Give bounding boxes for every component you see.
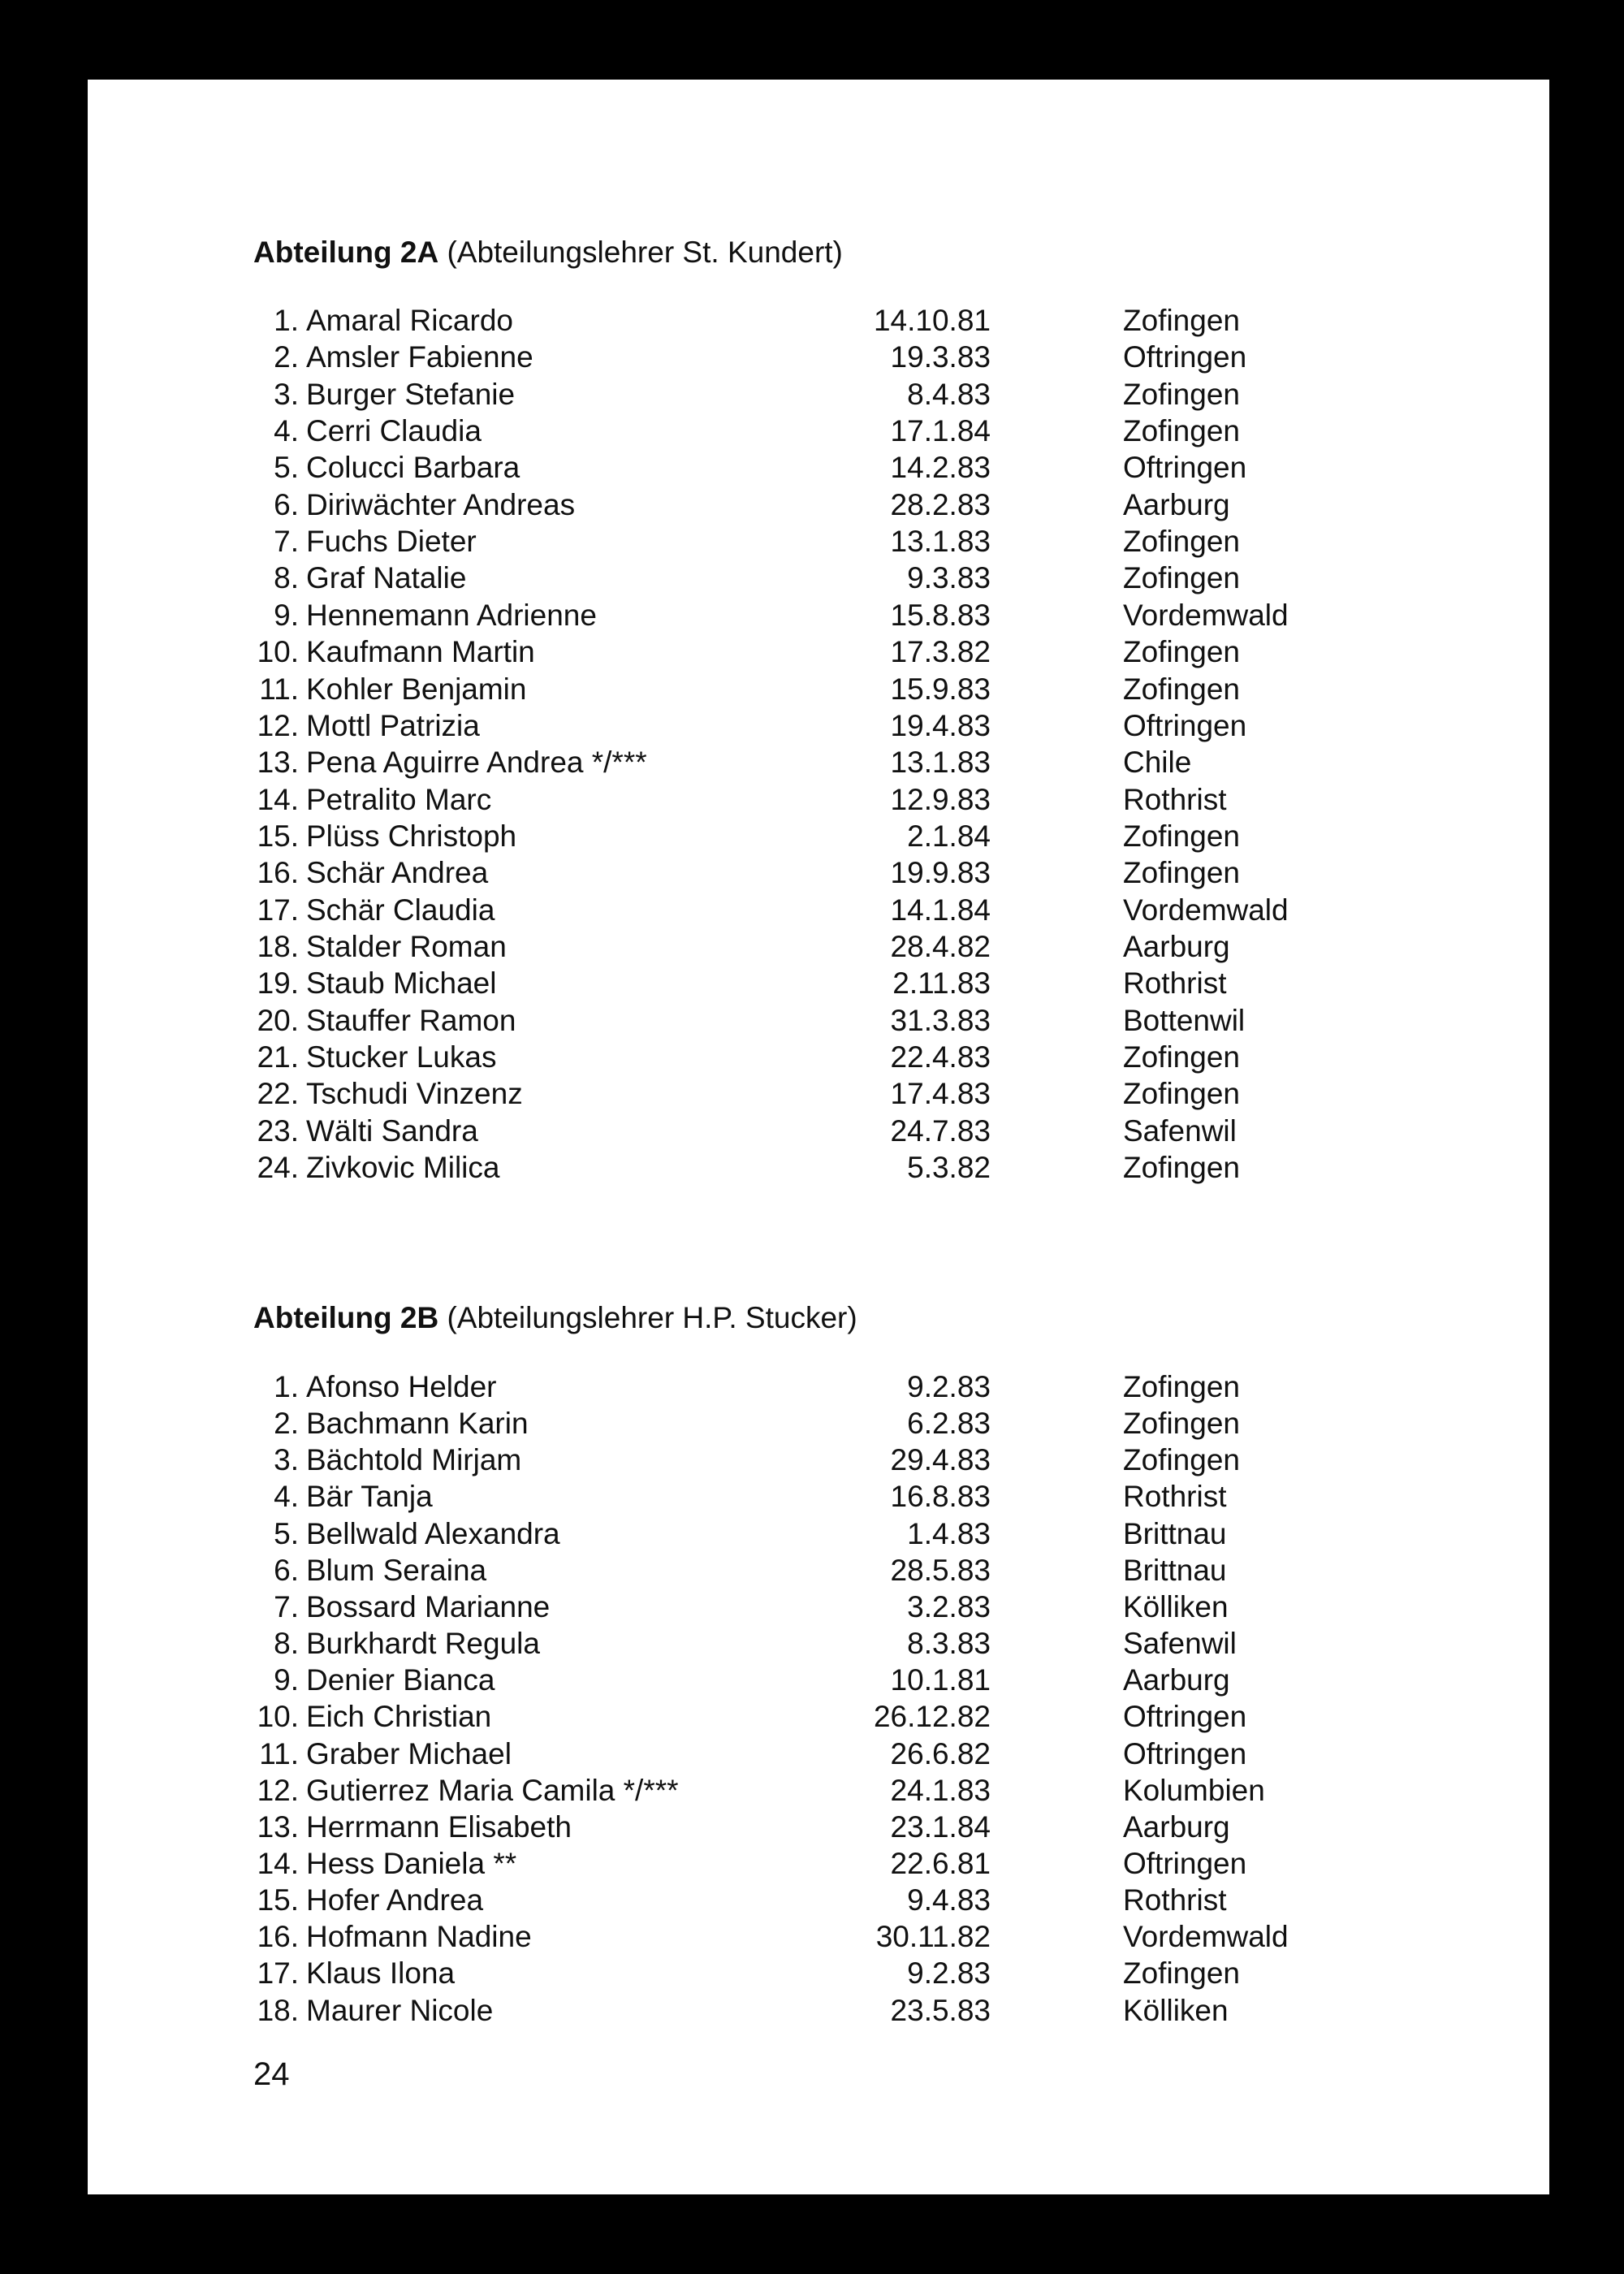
home-town: Zofingen [1123,377,1240,411]
student-name: Burger Stefanie [306,377,516,411]
student-number: 11. [259,1736,299,1770]
home-town: Aarburg [1123,1809,1230,1844]
student-row [88,818,1549,854]
student-row [88,376,1549,413]
student-number: 14. [257,782,299,816]
student-name: Plüss Christoph [306,819,517,853]
birth-date: 31.3.83 [890,1003,991,1037]
birth-date: 19.4.83 [890,708,991,742]
home-town: Kolumbien [1123,1773,1265,1807]
student-name: Hofmann Nadine [306,1920,532,1954]
student-name: Bellwald Alexandra [306,1516,560,1550]
student-number: 9. [274,1663,299,1697]
student-number: 10. [257,1700,299,1734]
student-name: Schär Andrea [306,856,489,890]
section-2a-title: Abteilung 2A [253,236,439,269]
birth-date: 14.2.83 [890,451,991,485]
home-town: Zofingen [1123,672,1240,706]
home-town: Zofingen [1123,1443,1240,1477]
student-row [88,1809,1549,1845]
student-row [88,1625,1549,1662]
student-number: 18. [257,929,299,963]
home-town: Kölliken [1123,1993,1229,2027]
student-row [88,1515,1549,1552]
student-row [88,1002,1549,1039]
student-number: 2. [274,1407,299,1441]
birth-date: 17.4.83 [890,1077,991,1111]
home-town: Zofingen [1123,414,1240,448]
birth-date: 23.5.83 [890,1993,991,2027]
birth-date: 9.4.83 [907,1883,991,1917]
home-town: Zofingen [1123,1151,1240,1185]
student-row [88,633,1549,670]
student-number: 1. [274,304,299,337]
student-number: 5. [274,451,299,485]
student-row [88,523,1549,560]
birth-date: 30.11.82 [875,1920,991,1954]
home-town: Aarburg [1123,487,1230,521]
birth-date: 8.4.83 [907,377,991,411]
section-2a-heading [253,234,843,271]
student-row [88,413,1549,449]
birth-date: 28.2.83 [890,487,991,521]
student-number: 19. [257,966,299,1001]
home-town: Rothrist [1123,1883,1227,1917]
student-row [88,744,1549,780]
student-name: Kohler Benjamin [306,672,527,706]
student-number: 3. [274,1443,299,1477]
home-town: Rothrist [1123,966,1227,1001]
student-name: Gutierrez Maria Camila */*** [306,1773,679,1807]
student-name: Denier Bianca [306,1663,495,1697]
student-row [88,486,1549,523]
home-town: Rothrist [1123,782,1227,816]
birth-date: 19.9.83 [890,856,991,890]
student-row [88,1736,1549,1772]
birth-date: 22.4.83 [890,1040,991,1074]
birth-date: 6.2.83 [907,1407,991,1441]
student-number: 18. [257,1993,299,2027]
student-name: Bachmann Karin [306,1407,529,1441]
home-town: Vordemwald [1123,893,1289,927]
student-row [88,1039,1549,1075]
home-town: Brittnau [1123,1553,1227,1587]
student-row [88,781,1549,818]
student-number: 22. [257,1077,299,1111]
student-number: 9. [274,598,299,632]
student-row [88,1992,1549,2029]
student-row [88,449,1549,486]
student-number: 24. [257,1151,299,1185]
student-number: 7. [274,1589,299,1623]
student-number: 14. [257,1846,299,1880]
section-2a-teacher: (Abteilungslehrer St. Kundert) [438,236,843,269]
birth-date: 2.1.84 [907,819,991,853]
home-town: Oftringen [1123,708,1247,742]
student-row [88,1589,1549,1625]
student-number: 20. [257,1003,299,1037]
student-row [88,1075,1549,1112]
birth-date: 15.9.83 [890,672,991,706]
home-town: Zofingen [1123,561,1240,595]
home-town: Vordemwald [1123,1920,1289,1954]
home-town: Brittnau [1123,1516,1227,1550]
student-row [88,1552,1549,1589]
student-row [88,302,1549,339]
student-row [88,1405,1549,1442]
student-name: Petralito Marc [306,782,492,816]
student-number: 10. [257,635,299,669]
student-row [88,1845,1549,1882]
student-row [88,560,1549,596]
student-number: 8. [274,561,299,595]
student-number: 4. [274,414,299,448]
student-name: Eich Christian [306,1700,492,1734]
section-2b-heading [253,1299,857,1337]
student-number: 15. [257,819,299,853]
home-town: Aarburg [1123,1663,1230,1697]
birth-date: 26.6.82 [890,1736,991,1770]
birth-date: 28.4.82 [890,929,991,963]
student-row [88,1882,1549,1918]
home-town: Zofingen [1123,635,1240,669]
student-name: Stalder Roman [306,929,507,963]
home-town: Oftringen [1123,340,1247,374]
student-row [88,707,1549,744]
birth-date: 3.2.83 [907,1589,991,1623]
section-2b-title: Abteilung 2B [253,1301,439,1334]
home-town: Zofingen [1123,304,1240,337]
home-town: Chile [1123,746,1192,780]
home-town: Safenwil [1123,1113,1237,1148]
home-town: Aarburg [1123,929,1230,963]
birth-date: 2.11.83 [892,966,991,1001]
student-name: Mottl Patrizia [306,708,480,742]
student-name: Blum Seraina [306,1553,487,1587]
student-name: Schär Claudia [306,893,495,927]
student-row [88,1149,1549,1186]
home-town: Vordemwald [1123,598,1289,632]
home-town: Kölliken [1123,1589,1229,1623]
birth-date: 14.1.84 [890,893,991,927]
student-name: Cerri Claudia [306,414,482,448]
student-name: Klaus Ilona [306,1956,456,1991]
student-name: Fuchs Dieter [306,525,477,559]
student-number: 23. [257,1113,299,1148]
home-town: Oftringen [1123,451,1247,485]
student-number: 2. [274,340,299,374]
student-row [88,854,1549,891]
student-row [88,1478,1549,1515]
student-row [88,892,1549,928]
birth-date: 19.3.83 [890,340,991,374]
home-town: Rothrist [1123,1480,1227,1514]
student-number: 15. [257,1883,299,1917]
student-number: 1. [274,1370,299,1403]
student-name: Tschudi Vinzenz [306,1077,523,1111]
birth-date: 8.3.83 [907,1627,991,1661]
birth-date: 9.2.83 [907,1370,991,1403]
student-number: 13. [257,746,299,780]
student-row [88,339,1549,375]
home-town: Oftringen [1123,1736,1247,1770]
student-name: Zivkovic Milica [306,1151,500,1185]
birth-date: 16.8.83 [890,1480,991,1514]
birth-date: 12.9.83 [890,782,991,816]
document-page [88,80,1549,2194]
student-name: Diriwächter Andreas [306,487,576,521]
birth-date: 17.1.84 [890,414,991,448]
student-name: Pena Aguirre Andrea */*** [306,746,647,780]
home-town: Safenwil [1123,1627,1237,1661]
student-number: 4. [274,1480,299,1514]
student-number: 17. [257,893,299,927]
home-town: Zofingen [1123,819,1240,853]
page-number: 24 [253,2056,290,2092]
student-number: 21. [257,1040,299,1074]
birth-date: 9.2.83 [907,1956,991,1991]
birth-date: 24.7.83 [890,1113,991,1148]
student-row [88,1662,1549,1698]
home-town: Zofingen [1123,525,1240,559]
student-name: Maurer Nicole [306,1993,494,2027]
home-town: Oftringen [1123,1846,1247,1880]
student-name: Bär Tanja [306,1480,433,1514]
student-number: 6. [274,487,299,521]
student-number: 11. [259,672,299,706]
birth-date: 22.6.81 [890,1846,991,1880]
student-name: Amsler Fabienne [306,340,533,374]
birth-date: 14.10.81 [873,304,991,337]
home-town: Zofingen [1123,1956,1240,1991]
birth-date: 24.1.83 [890,1773,991,1807]
student-number: 16. [257,1920,299,1954]
student-row [88,597,1549,633]
student-name: Graber Michael [306,1736,512,1770]
student-number: 3. [274,377,299,411]
student-name: Afonso Helder [306,1370,497,1403]
student-name: Colucci Barbara [306,451,520,485]
home-town: Zofingen [1123,856,1240,890]
student-number: 8. [274,1627,299,1661]
student-number: 12. [257,708,299,742]
home-town: Bottenwil [1123,1003,1246,1037]
student-number: 7. [274,525,299,559]
birth-date: 15.8.83 [890,598,991,632]
student-row [88,1772,1549,1809]
student-name: Graf Natalie [306,561,467,595]
student-row [88,1955,1549,1991]
student-name: Herrmann Elisabeth [306,1809,572,1844]
birth-date: 29.4.83 [890,1443,991,1477]
student-name: Stucker Lukas [306,1040,497,1074]
student-name: Amaral Ricardo [306,304,513,337]
birth-date: 23.1.84 [890,1809,991,1844]
student-name: Bossard Marianne [306,1589,551,1623]
student-row [88,1442,1549,1478]
student-number: 13. [257,1809,299,1844]
student-name: Kaufmann Martin [306,635,535,669]
birth-date: 1.4.83 [907,1516,991,1550]
student-name: Staub Michael [306,966,497,1001]
student-name: Hofer Andrea [306,1883,484,1917]
student-number: 16. [257,856,299,890]
student-row [88,1918,1549,1955]
home-town: Zofingen [1123,1407,1240,1441]
student-name: Hess Daniela ** [306,1846,517,1880]
student-row [88,1368,1549,1405]
student-row [88,965,1549,1001]
section-2b-teacher: (Abteilungslehrer H.P. Stucker) [438,1301,857,1334]
student-row [88,928,1549,965]
student-number: 5. [274,1516,299,1550]
student-row [88,671,1549,707]
student-name: Burkhardt Regula [306,1627,540,1661]
student-row [88,1698,1549,1735]
birth-date: 10.1.81 [890,1663,991,1697]
home-town: Zofingen [1123,1077,1240,1111]
home-town: Zofingen [1123,1040,1240,1074]
student-number: 17. [257,1956,299,1991]
birth-date: 5.3.82 [907,1151,991,1185]
home-town: Oftringen [1123,1700,1247,1734]
student-name: Wälti Sandra [306,1113,478,1148]
student-name: Bächtold Mirjam [306,1443,522,1477]
student-row [88,1113,1549,1149]
birth-date: 26.12.82 [873,1700,991,1734]
home-town: Zofingen [1123,1370,1240,1403]
student-name: Stauffer Ramon [306,1003,516,1037]
birth-date: 17.3.82 [890,635,991,669]
birth-date: 13.1.83 [890,746,991,780]
birth-date: 9.3.83 [907,561,991,595]
student-number: 6. [274,1553,299,1587]
birth-date: 28.5.83 [890,1553,991,1587]
birth-date: 13.1.83 [890,525,991,559]
student-number: 12. [257,1773,299,1807]
student-name: Hennemann Adrienne [306,598,597,632]
